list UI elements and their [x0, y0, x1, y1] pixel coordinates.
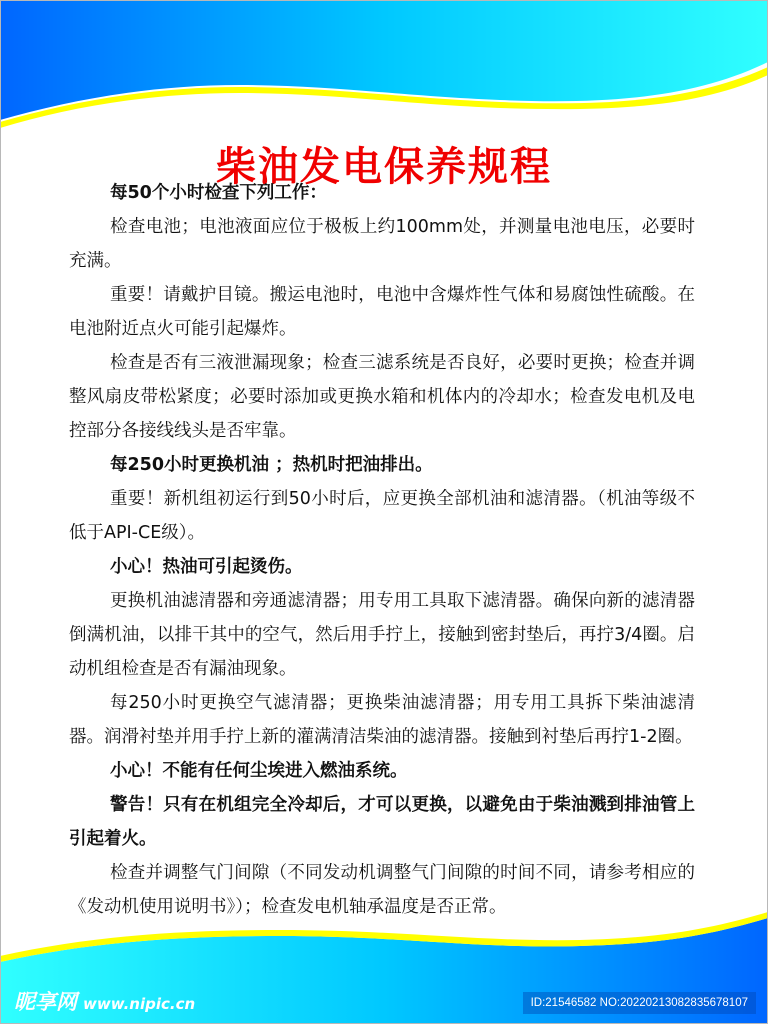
- watermark-logo-text: 昵享网: [14, 990, 77, 1014]
- paragraph-valve-clearance: 检查并调整气门间隙（不同发动机调整气门间隙的时间不同，请参考相应的《发动机使用说明书》）；检查发电机轴承温度是否正常。: [69, 863, 695, 917]
- paragraph-oil-important: 重要！新机组初运行到50小时后，应更换全部机油和滤清器。（机油等级不低于API-CE级）。: [69, 489, 695, 543]
- paragraph-battery-warning: 重要！请戴护目镜。搬运电池时，电池中含爆炸性气体和易腐蚀性硫酸。在电池附近点火可能引起爆炸。: [69, 285, 695, 339]
- warning-cooldown: 警告！只有在机组完全冷却后，才可以更换，以避免由于柴油溅到排油管上引起着火。: [69, 795, 695, 849]
- page-title: 柴油发电保养规程: [216, 143, 552, 190]
- watermark-logo: [14, 986, 195, 1016]
- maintenance-content: [69, 176, 695, 924]
- watermark-id-badge: ID:21546582 NO:20220213082835678107: [523, 992, 756, 1014]
- section-250h-oil-heading: 每250小时更换机油 ；热机时把油排出。: [110, 455, 433, 475]
- paragraph-leak-check: 检查是否有三液泄漏现象；检查三滤系统是否良好，必要时更换；检查并调整风扇皮带松紧度；必要时添加或更换水箱和机体内的冷却水；检查发电机及电控部分各接线线头是否牢靠。: [69, 353, 695, 441]
- section-50h-heading: 每50个小时检查下列工作：: [110, 183, 327, 203]
- paragraph-air-fuel-filter: 每250小时更换空气滤清器；更换柴油滤清器；用专用工具拆下柴油滤清器。润滑衬垫并用手拧上新的灌满清洁柴油的滤清器。接触到衬垫后再拧1-2圈。: [69, 693, 695, 747]
- caution-hot-oil: 小心！热油可引起烫伤。: [110, 557, 303, 577]
- paragraph-oil-filter: 更换机油滤清器和旁通滤清器；用专用工具取下滤清器。确保向新的滤清器倒满机油，以排干其中的空气，然后用手拧上，接触到密封垫后，再拧3/4圈。启动机组检查是否有漏油现象。: [69, 591, 695, 679]
- watermark-site-url: www.nipic.cn: [83, 995, 196, 1013]
- paragraph-battery-check: 检查电池；电池液面应位于极板上约100mm处，并测量电池电压，必要时充满。: [69, 217, 695, 271]
- caution-dust: 小心！不能有任何尘埃进入燃油系统。: [110, 761, 408, 781]
